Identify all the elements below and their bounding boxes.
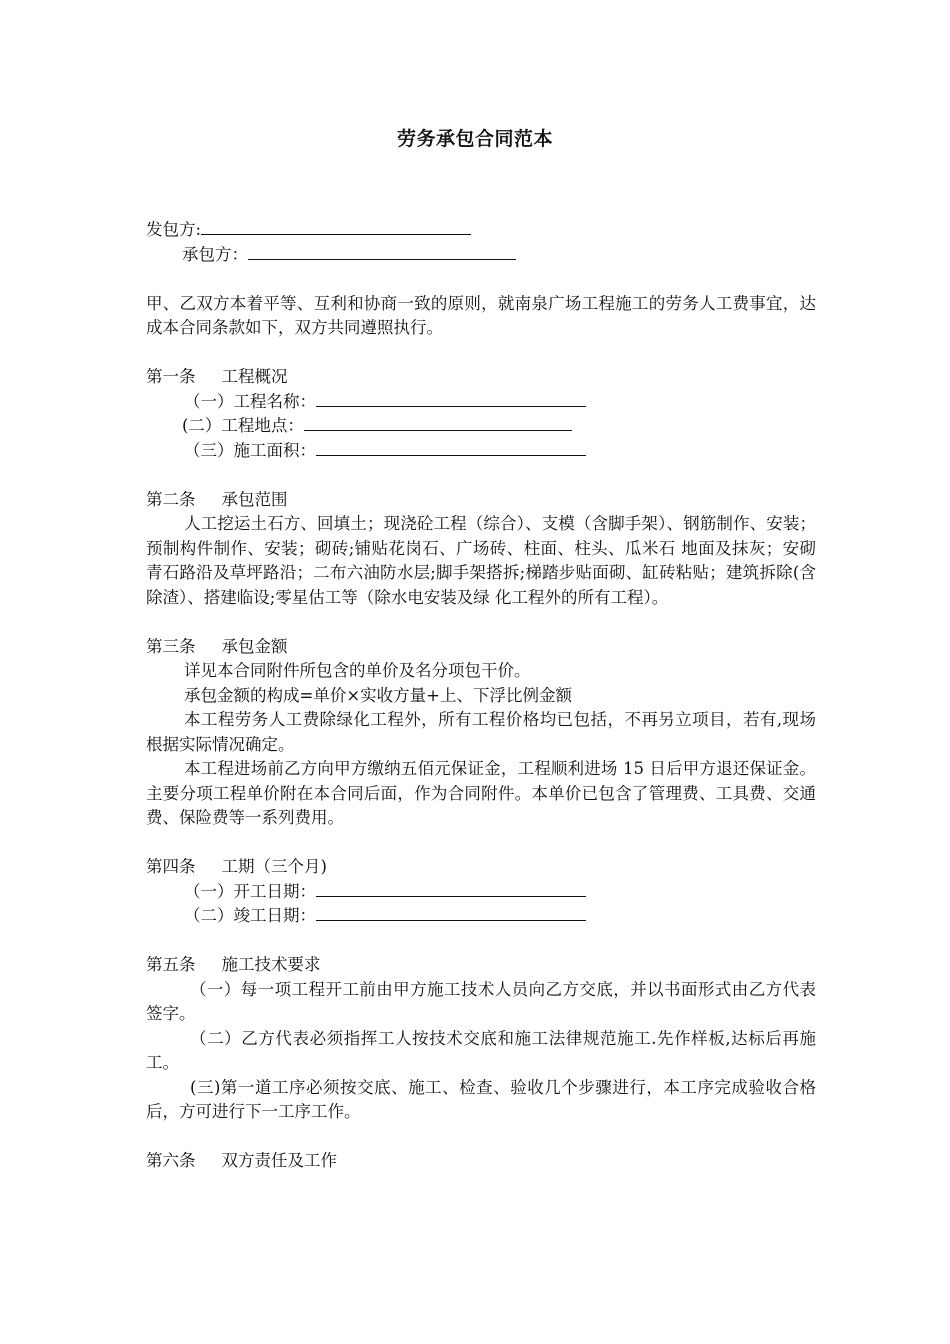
article-3-heading [146, 635, 816, 660]
document-body [146, 218, 816, 1174]
article-5-p2: （二）乙方代表必须指挥工人按技术交底和施工法律规范施工.先作样板,达标后再施工。 [146, 1028, 816, 1072]
document-title: 劳务承包合同范本 [396, 128, 553, 150]
project-name-label: （一）工程名称： [184, 391, 316, 411]
contractor-blank [248, 243, 516, 260]
start-date-blank [316, 880, 586, 897]
article-1-number: 第一条 [146, 367, 196, 386]
construction-area-label: （三）施工面积： [184, 440, 316, 460]
article-4-number: 第四条 [146, 857, 196, 876]
article-3-p3: 本工程劳务人工费除绿化工程外，所有工程价格均已包括，不再另立项目，若有,现场根据实际情况确定。 [146, 710, 816, 754]
article-5-p3: (三)第一道工序必须按交底、施工、检查、验收几个步骤进行，本工序完成验收合格后，方可进行下一工序工作。 [146, 1077, 816, 1121]
intro-paragraph: 甲、乙双方本着平等、互利和协商一致的原则，就南泉广场工程施工的劳务人工费事宜，达成本合同条款如下，双方共同遵照执行。 [146, 293, 816, 337]
article-5-heading [146, 953, 816, 978]
article-2-heading [146, 488, 816, 513]
article-1-item-3 [146, 439, 816, 464]
article-2-body: 人工挖运土石方、回填土；现浇砼工程（综合）、支模（含脚手架）、钢筋制作、安装；预制构件制作、安装；砌砖;铺贴花岗石、广场砖、柱面、柱头、瓜米石 地面及抹灰；安砌青石路沿及草坪路沿；二布六油防水层;脚手架搭拆;梯踏步贴面砌、缸砖粘贴；建筑拆除(含除渣）、搭建临设;零星估工等（除水电安装及绿 化工程外的所有工程）。 [146, 514, 816, 607]
article-1-heading [146, 365, 816, 390]
article-2-name: 承包范围 [221, 489, 288, 509]
project-location-label: (二）工程地点： [182, 416, 304, 435]
article-4-item-2 [146, 904, 816, 929]
article-3-name: 承包金额 [221, 636, 288, 656]
article-1-name: 工程概况 [221, 367, 288, 386]
article-1-item-1 [146, 390, 816, 415]
article-5-number: 第五条 [146, 955, 196, 974]
project-location-blank [304, 414, 572, 431]
employer-label: 发包方: [146, 220, 202, 239]
article-3-p4: 本工程进场前乙方向甲方缴纳五佰元保证金，工程顺利进场 15 日后甲方退还保证金。主要分项工程单价附在本合同后面，作为合同附件。本单价已包含了管理费、工具费、交通费、保险费等一系列费用。 [146, 759, 816, 827]
article-6-number: 第六条 [146, 1151, 196, 1170]
article-4-name: 工期（三个月) [221, 857, 327, 876]
article-6-name: 双方责任及工作 [221, 1151, 337, 1170]
completion-date-label: （二）竣工日期： [184, 906, 316, 925]
article-5-name: 施工技术要求 [221, 955, 321, 974]
employer-line [146, 218, 816, 243]
article-3-number: 第三条 [146, 636, 196, 656]
article-4-item-1 [146, 880, 816, 905]
article-6-heading [146, 1149, 816, 1174]
contractor-line [146, 243, 816, 268]
article-5-p1: （一）每一项工程开工前由甲方施工技术人员向乙方交底，并以书面形式由乙方代表签字。 [146, 979, 816, 1023]
construction-area-blank [316, 439, 586, 456]
article-2-number: 第二条 [146, 489, 196, 509]
project-name-blank [316, 390, 586, 407]
article-4-heading [146, 855, 816, 880]
article-3-p2: 承包金额的构成=单价×实收方量+上、下浮比例金额 [184, 685, 572, 705]
start-date-label: （一）开工日期： [184, 881, 316, 901]
completion-date-blank [316, 904, 586, 921]
contractor-label: 承包方： [182, 244, 248, 264]
article-3-p1: 详见本合同附件所包含的单价及名分项包干价。 [184, 661, 531, 680]
employer-blank [201, 218, 471, 235]
article-1-item-2 [146, 414, 816, 439]
